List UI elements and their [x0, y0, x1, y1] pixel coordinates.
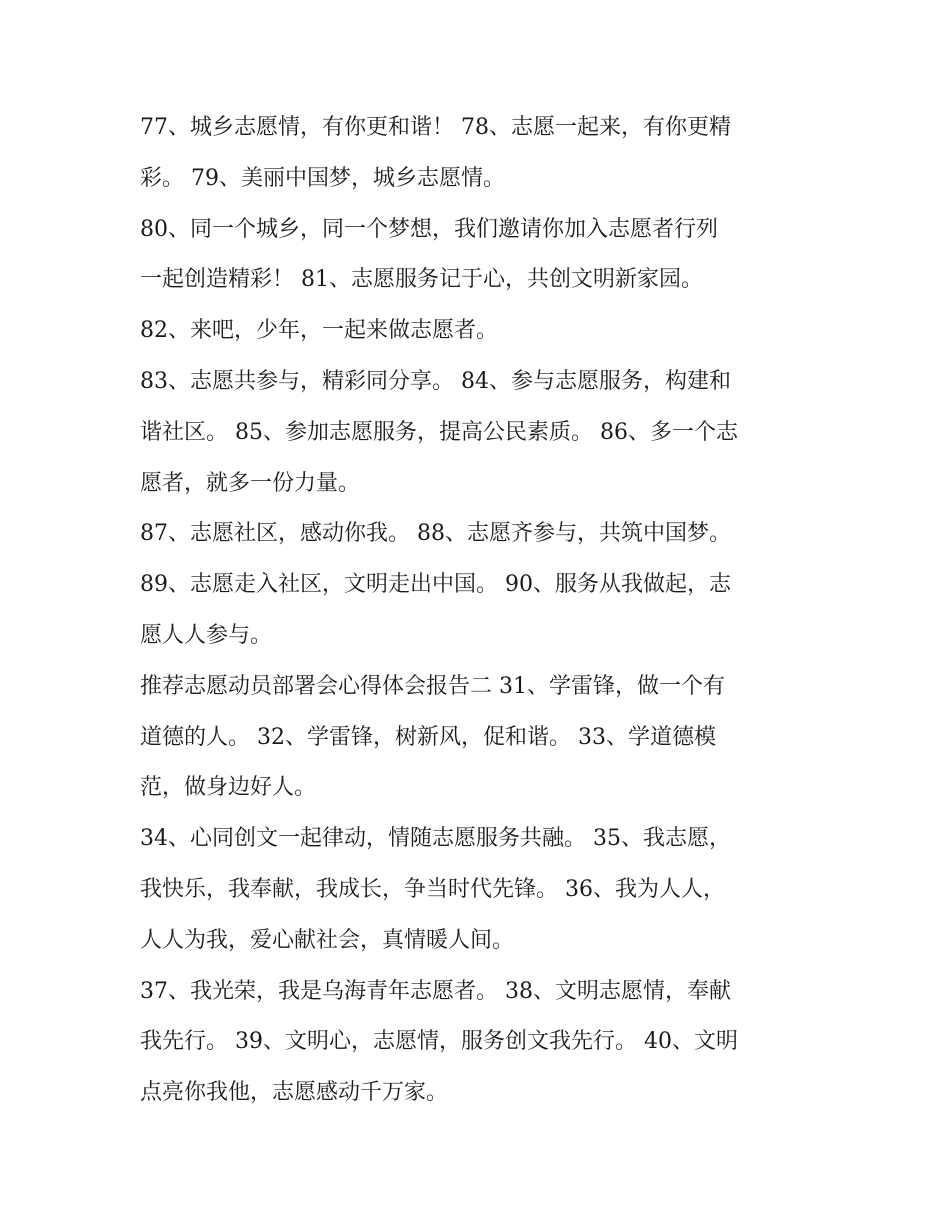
text-line: 愿者，就多一份力量。: [140, 470, 361, 496]
paragraph: [140, 103, 805, 205]
text-line: 人人为我，爱心献社会，真情暖人间。: [140, 927, 515, 953]
paragraph: [140, 814, 805, 966]
text-line: 一起创造精彩！ 81、志愿服务记于心，共创文明新家园。: [140, 267, 703, 293]
text-line: 89、志愿走入社区，文明走出中国。 90、服务从我做起，志: [140, 572, 731, 598]
text-line: 点亮你我他，志愿感动千万家。: [140, 1080, 449, 1106]
text-line: 道德的人。 32、学雷锋，树新风，促和谐。 33、学道德模: [140, 724, 716, 750]
text-line: 77、城乡志愿情，有你更和谐！ 78、志愿一起来，有你更精: [140, 115, 731, 140]
paragraph: [140, 357, 805, 509]
text-line: 34、心同创文一起律动，情随志愿服务共融。 35、我志愿，: [140, 826, 731, 852]
text-line: 82、来吧，少年，一起来做志愿者。: [140, 318, 498, 344]
text-line: 谐社区。 85、参加志愿服务，提高公民素质。 86、多一个志: [140, 419, 738, 445]
paragraph: [140, 662, 805, 814]
paragraph: [140, 509, 805, 560]
text-line: 我先行。 39、文明心，志愿情，服务创文我先行。 40、文明: [140, 1029, 738, 1055]
paragraph: [140, 560, 805, 662]
text-line: 83、志愿共参与，精彩同分享。 84、参与志愿服务，构建和: [140, 368, 731, 394]
paragraph: [140, 306, 805, 357]
text-line: 范，做身边好人。: [140, 775, 317, 801]
paragraph: [140, 967, 805, 1119]
paragraph: [140, 205, 805, 307]
text-line: 彩。 79、美丽中国梦，城乡志愿情。: [140, 165, 505, 191]
text-line: 37、我光荣，我是乌海青年志愿者。 38、文明志愿情，奉献: [140, 978, 731, 1004]
text-line: 我快乐，我奉献，我成长，争当时代先锋。 36、我为人人，: [140, 876, 725, 902]
text-line: 愿人人参与。: [140, 622, 273, 648]
text-line: 80、同一个城乡，同一个梦想，我们邀请你加入志愿者行列: [140, 216, 718, 242]
document-body: [140, 103, 805, 1119]
text-line: 87、志愿社区，感动你我。 88、志愿齐参与，共筑中国梦。: [140, 521, 731, 547]
text-line: 推荐志愿动员部署会心得体会报告二 31、学雷锋，做一个有: [140, 673, 725, 699]
